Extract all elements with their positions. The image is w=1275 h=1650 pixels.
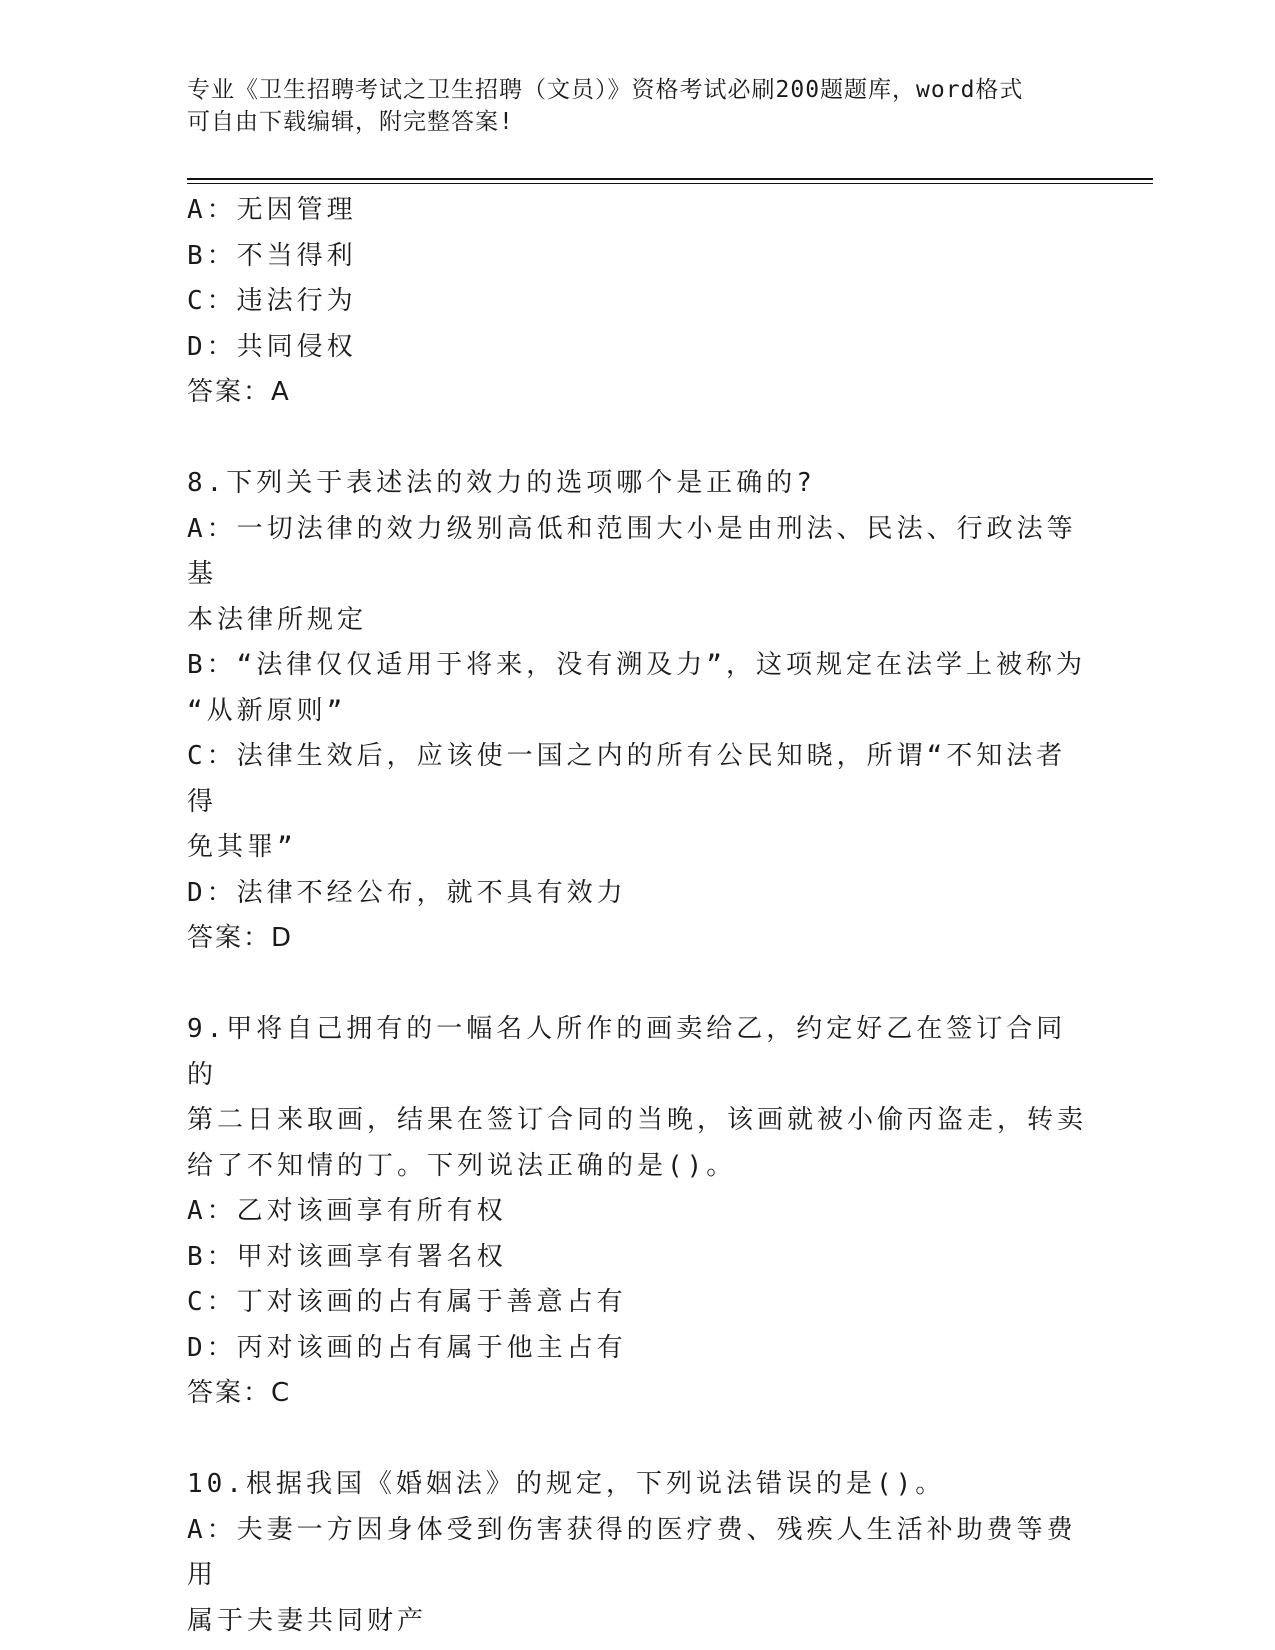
option-d: D：丙对该画的占有属于他主占有 <box>187 1332 627 1363</box>
option-b: B：甲对该画享有署名权 <box>187 1241 507 1272</box>
header-rule-thick <box>187 178 1153 180</box>
header-rule-thin <box>187 183 1153 184</box>
option-a: A：无因管理 <box>187 195 357 225</box>
question-stem-line-3: 给了不知情的丁。下列说法正确的是()。 <box>187 1150 737 1181</box>
option-d: D：共同侵权 <box>187 331 357 362</box>
question-stem-line-2: 第二日来取画，结果在签订合同的当晚，该画就被小偷丙盗走，转卖 <box>187 1105 1088 1135</box>
option-d: D：法律不经公布，就不具有效力 <box>187 877 627 908</box>
header-line-1: 专业《卫生招聘考试之卫生招聘（文员）》资格考试必刷200题题库，word格式 <box>187 77 1024 103</box>
option-b-continued: “从新原则” <box>187 695 347 726</box>
question-7 <box>187 188 1087 416</box>
option-a: A：乙对该画享有所有权 <box>187 1196 507 1226</box>
answer: 答案：A <box>187 377 291 407</box>
option-a: A：夫妻一方因身体受到伤害获得的医疗费、残疾人生活补助费等费用 <box>187 1514 1077 1590</box>
option-c: C：违法行为 <box>187 286 357 316</box>
question-9 <box>187 1007 1087 1417</box>
option-a-continued: 本法律所规定 <box>187 604 368 635</box>
question-10 <box>187 1462 1087 1644</box>
spacer <box>187 416 1087 462</box>
option-c-continued: 免其罪” <box>187 832 297 862</box>
answer: 答案：D <box>187 923 294 953</box>
option-c: C：丁对该画的占有属于善意占有 <box>187 1287 627 1317</box>
option-c: C：法律生效后，应该使一国之内的所有公民知晓，所谓“不知法者得 <box>187 741 1067 817</box>
question-stem-line-1: 9.甲将自己拥有的一幅名人所作的画卖给乙，约定好乙在签订合同的 <box>187 1014 1067 1090</box>
spacer <box>187 1417 1087 1463</box>
question-stem: 8.下列关于表述法的效力的选项哪个是正确的? <box>187 468 816 498</box>
option-a: A：一切法律的效力级别高低和范围大小是由刑法、民法、行政法等基 <box>187 513 1077 589</box>
option-b: B：不当得利 <box>187 240 357 271</box>
question-stem: 10.根据我国《婚姻法》的规定，下列说法错误的是()。 <box>187 1469 946 1499</box>
option-b: B：“法律仅仅适用于将来，没有溯及力”，这项规定在法学上被称为 <box>187 650 1086 680</box>
answer: 答案：C <box>187 1378 292 1408</box>
question-list <box>187 188 1087 1644</box>
option-a-continued: 属于夫妻共同财产 <box>187 1605 428 1636</box>
document-header <box>187 74 1087 138</box>
question-8 <box>187 461 1087 962</box>
header-line-2: 可自由下载编辑，附完整答案! <box>187 109 514 135</box>
spacer <box>187 962 1087 1008</box>
